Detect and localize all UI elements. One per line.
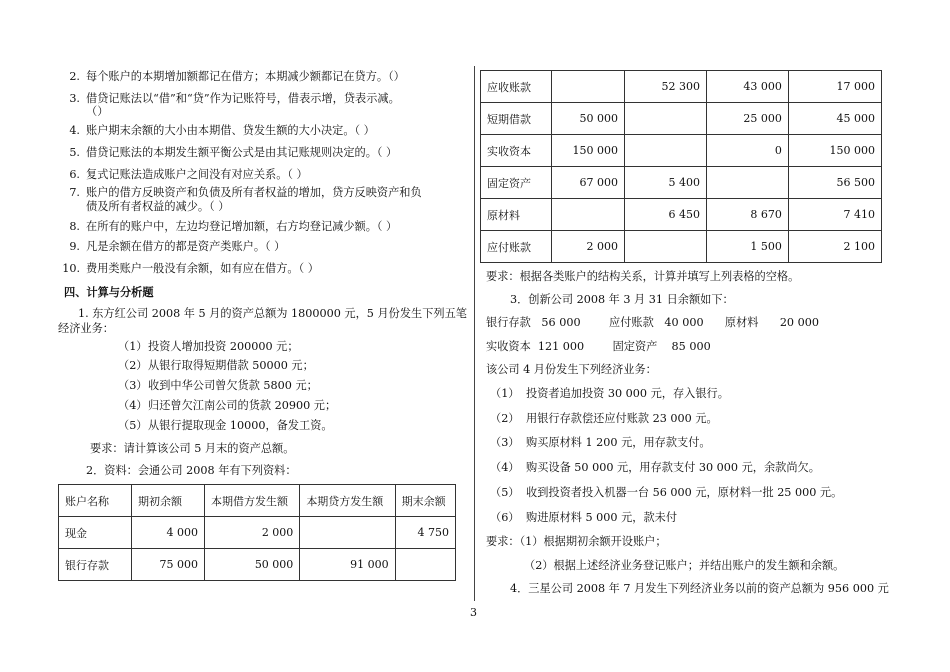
table-cell: 5 400 xyxy=(625,167,707,199)
table-cell: 4 750 xyxy=(395,517,455,549)
table-cell: 56 500 xyxy=(788,167,881,199)
table-cell: 150 000 xyxy=(788,135,881,167)
table-header: 期初余额 xyxy=(132,485,205,517)
q1-intro-cont: 经济业务： xyxy=(58,322,114,335)
q3-item: （5） 收到投资者投入机器一台 56 000 元，原材料一批 25 000 元。 xyxy=(490,486,843,499)
judgement-item: 3. 借贷记账法以“借”和“贷”作为记账符号，借表示增，贷表示减。 xyxy=(69,92,400,105)
judgement-item: 2. 每个账户的本期增加额都记在借方；本期减少额都记在贷方。（） xyxy=(69,70,405,83)
table-header: 本期贷方发生额 xyxy=(300,485,395,517)
q3-requirement-2: （2）根据上述经济业务登记账户；并结出账户的发生额和余额。 xyxy=(524,559,845,572)
table-cell: 应收账款 xyxy=(481,71,552,103)
table-cell xyxy=(552,71,625,103)
table-row xyxy=(59,517,456,549)
table-cell: 实收资本 xyxy=(481,135,552,167)
table-cell xyxy=(625,103,707,135)
table-cell: 固定资产 xyxy=(481,167,552,199)
table-cell: 75 000 xyxy=(132,549,205,581)
table-cell xyxy=(300,517,395,549)
judgement-item: 9. 凡是余额在借方的都是资产类账户。（ ） xyxy=(69,240,286,253)
table-cell: 150 000 xyxy=(552,135,625,167)
q1-item: （4）归还曾欠江南公司的货款 20900 元； xyxy=(118,399,337,412)
table-cell: 45 000 xyxy=(788,103,881,135)
q3-april-intro: 该公司 4 月份发生下列经济业务： xyxy=(486,363,657,376)
table-header: 本期借方发生额 xyxy=(205,485,300,517)
table-cell: 原材料 xyxy=(481,199,552,231)
table-row xyxy=(481,135,882,167)
q1-requirement: 要求：请计算该公司 5 月末的资产总额。 xyxy=(90,442,295,455)
table-cell: 43 000 xyxy=(706,71,788,103)
table-row xyxy=(481,231,882,263)
judgement-item-cont: （） xyxy=(86,105,109,118)
q3-item: （3） 购买原材料 1 200 元，用存款支付。 xyxy=(490,436,711,449)
table-cell: 2 000 xyxy=(552,231,625,263)
table-row xyxy=(59,549,456,581)
table-cell: 2 000 xyxy=(205,517,300,549)
judgement-item-cont: 债及所有者权益的减少。（ ） xyxy=(86,200,230,213)
table-cell: 现金 xyxy=(59,517,132,549)
q2-intro: 2．资料：会通公司 2008 年有下列资料： xyxy=(86,464,297,477)
table-cell xyxy=(395,549,455,581)
table-cell: 6 450 xyxy=(625,199,707,231)
q1-intro: 1. 东方红公司 2008 年 5 月的资产总额为 1800000 元，5 月份发生下列五笔 xyxy=(78,307,467,320)
table-cell: 17 000 xyxy=(788,71,881,103)
q3-balances-line: 实收资本 121 000 固定资产 85 000 xyxy=(486,340,711,353)
table-cell: 应付账款 xyxy=(481,231,552,263)
q3-intro: 3．创新公司 2008 年 3 月 31 日余额如下： xyxy=(510,293,734,306)
q1-item: （3）收到中华公司曾欠货款 5800 元； xyxy=(118,379,318,392)
table-header: 期末余额 xyxy=(395,485,455,517)
q2-requirement: 要求：根据各类账户的结构关系，计算并填写上列表格的空格。 xyxy=(486,270,800,283)
account-table-part1 xyxy=(58,484,456,581)
table-row xyxy=(481,199,882,231)
table-cell: 50 000 xyxy=(205,549,300,581)
table-cell: 1 500 xyxy=(706,231,788,263)
q1-item: （5）从银行提取现金 10000，备发工资。 xyxy=(118,419,333,432)
table-cell: 25 000 xyxy=(706,103,788,135)
judgement-item: 4. 账户期末余额的大小由本期借、贷发生额的大小决定。（ ） xyxy=(69,124,375,137)
table-cell: 91 000 xyxy=(300,549,395,581)
table-cell: 8 670 xyxy=(706,199,788,231)
table-cell: 4 000 xyxy=(132,517,205,549)
account-table-part2 xyxy=(480,70,882,263)
q3-item: （1） 投资者追加投资 30 000 元，存入银行。 xyxy=(490,387,729,400)
table-cell: 银行存款 xyxy=(59,549,132,581)
q1-item: （2）从银行取得短期借款 50000 元； xyxy=(118,359,314,372)
q3-requirement-1: 要求：（1）根据期初余额开设账户； xyxy=(486,535,667,548)
table-cell: 2 100 xyxy=(788,231,881,263)
table-cell: 50 000 xyxy=(552,103,625,135)
table-row xyxy=(481,167,882,199)
judgement-item: 10. 费用类账户一般没有余额，如有应在借方。（ ） xyxy=(62,262,319,275)
q3-balances-line: 银行存款 56 000 应付账款 40 000 原材料 20 000 xyxy=(486,316,819,329)
table-cell: 67 000 xyxy=(552,167,625,199)
table-cell: 52 300 xyxy=(625,71,707,103)
section-title: 四、计算与分析题 xyxy=(64,285,154,299)
table-cell: 7 410 xyxy=(788,199,881,231)
table-cell xyxy=(552,199,625,231)
judgement-item: 7. 账户的借方反映资产和负债及所有者权益的增加，贷方反映资产和负 xyxy=(69,186,422,199)
table-cell xyxy=(706,167,788,199)
judgement-item: 8. 在所有的账户中，左边均登记增加额，右方均登记减少额。（ ） xyxy=(69,220,398,233)
table-row xyxy=(481,71,882,103)
column-divider xyxy=(474,66,475,601)
page-number: 3 xyxy=(470,606,477,619)
table-header-row xyxy=(59,485,456,517)
q3-item: （4） 购买设备 50 000 元，用存款支付 30 000 元，余款尚欠。 xyxy=(490,461,820,474)
q3-item: （6） 购进原材料 5 000 元，款未付 xyxy=(490,511,678,524)
q4-intro: 4．三星公司 2008 年 7 月发生下列经济业务以前的资产总额为 956 000 元 xyxy=(510,582,889,595)
judgement-item: 5. 借贷记账法的本期发生额平衡公式是由其记账规则决定的。（ ） xyxy=(69,146,398,159)
table-cell xyxy=(625,231,707,263)
q3-item: （2） 用银行存款偿还应付账款 23 000 元。 xyxy=(490,412,718,425)
table-row xyxy=(481,103,882,135)
table-header: 账户名称 xyxy=(59,485,132,517)
table-cell xyxy=(625,135,707,167)
table-cell: 短期借款 xyxy=(481,103,552,135)
q1-item: （1）投资人增加投资 200000 元； xyxy=(118,340,299,353)
judgement-item: 6. 复式记账法造成账户之间没有对应关系。（ ） xyxy=(69,168,308,181)
table-cell: 0 xyxy=(706,135,788,167)
